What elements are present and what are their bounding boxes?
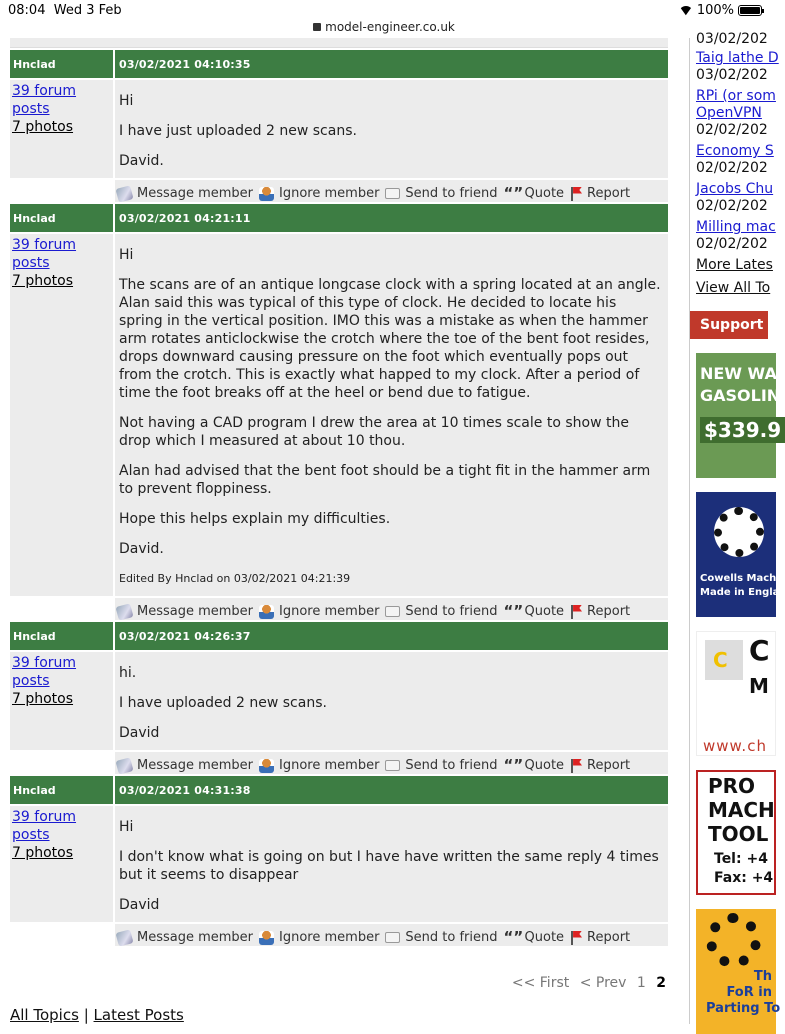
quote-button[interactable]: “” Quote [503,601,565,620]
view-all-item [696,280,771,297]
pagination [10,975,668,991]
flag-icon [570,605,582,619]
quote-icon: “” [503,755,524,774]
post-header [10,204,668,232]
post-header [10,776,668,804]
post-body [10,234,668,596]
latest-topic-link[interactable]: Taig lathe D [696,50,779,66]
post-paragraph: Hi [119,93,134,109]
ad-contact: Tel: +4 Fax: +4 [714,851,774,886]
report-button[interactable]: Report [570,758,630,773]
post-username: Hnclad [10,50,113,78]
post-body [10,652,668,750]
pager-prev[interactable]: < Prev [579,975,627,991]
ad-gasoline-banner[interactable] [696,353,782,478]
pager-page-2: 2 [656,975,666,991]
status-bar [0,0,768,20]
post-action-bar [115,752,668,774]
ad-line: NEW WA [700,364,777,383]
post-paragraph: Alan had advised that the bent foot should be a tight fit in the hammer arm to prevent floppiness. [119,463,651,497]
flag-icon [570,931,582,945]
flag-icon [570,187,582,201]
message-icon [115,185,133,202]
pager-page-1[interactable]: 1 [636,975,646,991]
url-bar[interactable] [0,20,768,38]
post-body [10,80,668,178]
forum-posts-link[interactable]: 39 forum posts [12,655,77,689]
latest-topics-list [690,31,779,297]
post-paragraph: I don't know what is going on but I have have written the same reply 4 times but it seems to disappear [119,849,659,883]
ad-price: $339.9 [700,417,785,443]
post-actions [10,180,668,202]
battery-icon [738,5,762,16]
view-all-topics-link[interactable]: View All To [696,280,771,296]
post-paragraph: David. [119,153,164,169]
send-to-friend-button[interactable]: Send to friend [385,604,497,619]
latest-topic-item [696,181,774,215]
photos-link[interactable]: 7 photos [12,845,74,861]
ad-text: Th FoR in Parting To [706,969,781,1016]
quote-icon: “” [503,927,524,946]
more-latest-link[interactable]: More Lates [696,257,773,273]
latest-topic-date: 02/02/202 [696,160,768,176]
actions-spacer [10,180,113,202]
partial-action-bar [10,38,668,48]
ignore-member-button[interactable]: Ignore member [259,186,379,201]
post-action-bar [115,924,668,946]
envelope-icon [385,932,400,943]
latest-topic-item [696,88,776,139]
post-paragraph: I have uploaded 2 new scans. [119,695,327,711]
ad-line: GASOLIN [700,386,781,405]
envelope-icon [385,188,400,199]
post-author-panel [10,234,113,596]
message-member-button[interactable]: Message member [117,604,253,619]
post-actions [10,924,668,946]
link-separator: | [83,1006,89,1024]
forum-thread [10,38,668,946]
flag-icon [570,759,582,773]
pager-first[interactable]: << First [511,975,570,991]
wifi-icon [679,6,693,16]
post-date: 03/02/2021 04:21:11 [115,204,668,232]
post-author-panel [10,652,113,750]
person-icon [259,759,274,773]
message-icon [115,757,133,774]
latest-topic-date: 03/02/202 [696,67,768,83]
latest-topic-item [696,143,774,177]
envelope-icon [385,606,400,617]
status-time: 08:04 Wed 3 Feb [8,3,122,18]
post-author-panel [10,80,113,178]
message-member-button[interactable]: Message member [117,186,253,201]
forum-posts-link[interactable]: 39 forum posts [12,237,77,271]
person-icon [259,187,274,201]
post-actions [10,598,668,620]
lock-icon [313,23,321,31]
chess-rook-icon [705,640,743,680]
post-paragraph: Hope this helps explain my difficulties. [119,511,391,527]
post-date: 03/02/2021 04:26:37 [115,622,668,650]
photos-link[interactable]: 7 photos [12,273,74,289]
message-member-button[interactable]: Message member [117,758,253,773]
ad-chester-banner[interactable] [696,631,776,756]
forum-posts-link[interactable]: 39 forum posts [12,83,77,117]
report-button[interactable]: Report [570,186,630,201]
right-sidebar [689,31,782,1024]
battery-percent: 100% [696,3,734,18]
ad-url: www.ch [703,737,767,755]
post-paragraph: The scans are of an antique longcase clock with a spring located at an angle. Alan said this was typical of this type of clock. He decided to locate his spring in the vertical position. IMO this was a mistake as when the hammer arm rotates anticlockwise the crotch where the toe of the bent foot resides, drops downward causing pressure on the foot which eventually pops out from the crotch. This is exactly what happed to my clock. After a period of time the foot breaks off at the heel or bend due to fatigue. [119,277,661,401]
ignore-member-button[interactable]: Ignore member [259,758,379,773]
quote-button[interactable]: “” Quote [503,755,565,774]
post-actions [10,752,668,774]
latest-topic-link[interactable]: Economy S [696,143,774,159]
latest-topic-link[interactable]: RPi (or som [696,88,776,104]
send-to-friend-button[interactable]: Send to friend [385,930,497,945]
latest-topic-link-cont[interactable]: OpenVPN [696,105,762,121]
post-paragraph: David [119,725,160,741]
post-username: Hnclad [10,204,113,232]
quote-icon: “” [503,183,524,202]
post-body [10,806,668,922]
ad-parting-tool-banner[interactable] [696,909,781,1034]
all-topics-link[interactable]: All Topics [10,1006,79,1024]
send-to-friend-button[interactable]: Send to friend [385,186,497,201]
actions-spacer [10,598,113,620]
ignore-member-button[interactable]: Ignore member [259,930,379,945]
photos-link[interactable]: 7 photos [12,119,74,135]
post-message [115,234,668,596]
latest-posts-link[interactable]: Latest Posts [93,1006,184,1024]
message-member-button[interactable]: Message member [117,930,253,945]
more-latest-item [696,257,773,274]
post-paragraph: I have just uploaded 2 new scans. [119,123,357,139]
post-message [115,80,668,178]
message-icon [115,603,133,620]
post-date: 03/02/2021 04:31:38 [115,776,668,804]
post-paragraph: Hi [119,247,134,263]
post-username: Hnclad [10,776,113,804]
person-icon [259,605,274,619]
support-heading: Support O [690,311,768,339]
post-action-bar [115,180,668,202]
ad-title: PRO MACH TOOL [708,774,775,846]
post-date: 03/02/2021 04:10:35 [115,50,668,78]
post-header [10,50,668,78]
post-message [115,652,668,750]
post-paragraph: David. [119,541,164,557]
actions-spacer [10,924,113,946]
post-paragraph: Not having a CAD program I drew the area at 10 times scale to show the drop which I measured at about 10 thou. [119,415,629,449]
partial-date: 03/02/202 [696,31,768,47]
report-button[interactable]: Report [570,604,630,619]
post-username: Hnclad [10,622,113,650]
envelope-icon [385,760,400,771]
ad-big-text: C M [749,634,770,698]
post-edited-note: Edited By Hnclad on 03/02/2021 04:21:39 [119,572,351,585]
actions-spacer [10,752,113,774]
post-action-bar [115,598,668,620]
latest-topic-date: 02/02/202 [696,122,768,138]
latest-topic-item [696,219,776,253]
ad-text: Cowells Mach Made in Engla [700,573,780,598]
post-message [115,806,668,922]
ignore-member-button[interactable]: Ignore member [259,604,379,619]
photos-link[interactable]: 7 photos [12,691,74,707]
post-paragraph: hi. [119,665,137,681]
ad-pro-machine-tools-banner[interactable] [696,770,776,895]
send-to-friend-button[interactable]: Send to friend [385,758,497,773]
url-text: model-engineer.co.uk [325,20,455,34]
ad-cowells-banner[interactable] [696,492,780,617]
latest-topic-link[interactable]: Jacobs Chu [696,181,774,197]
message-icon [115,929,133,946]
latest-topic-date: 02/02/202 [696,198,768,214]
post-header [10,622,668,650]
gear-icon [714,507,764,557]
post-author-panel [10,806,113,922]
quote-button[interactable]: “” Quote [503,183,565,202]
latest-topic-item [696,50,779,84]
bottom-links [10,1006,184,1024]
quote-icon: “” [503,601,524,620]
latest-topic-link[interactable]: Milling mac [696,219,776,235]
forum-posts-link[interactable]: 39 forum posts [12,809,77,843]
report-button[interactable]: Report [570,930,630,945]
latest-topic-date: 02/02/202 [696,236,768,252]
gear-icon [706,913,761,968]
quote-button[interactable]: “” Quote [503,927,565,946]
post-paragraph: David [119,897,160,913]
post-paragraph: Hi [119,819,134,835]
person-icon [259,931,274,945]
status-right [679,3,762,18]
